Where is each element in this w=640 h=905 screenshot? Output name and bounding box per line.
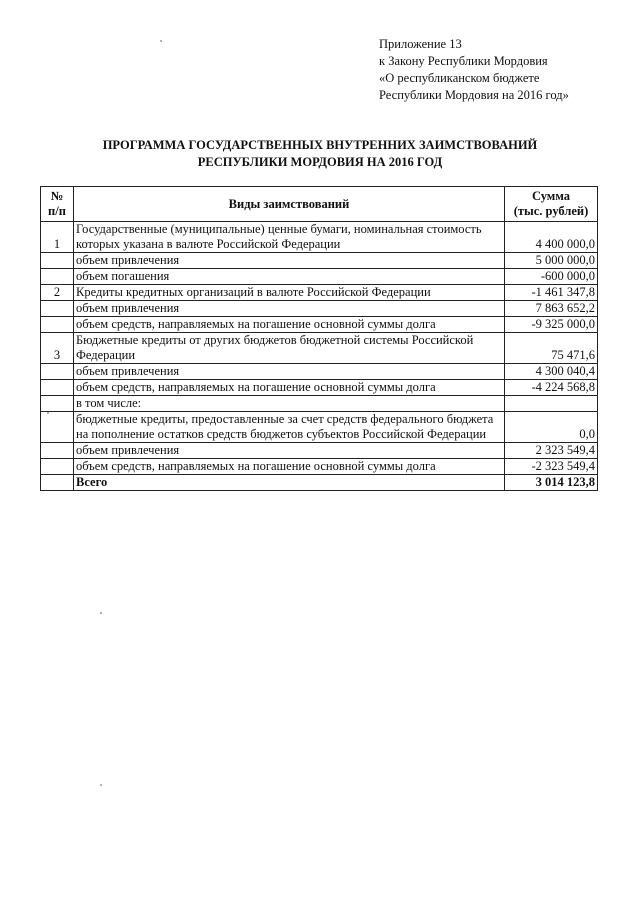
row-amount — [505, 396, 598, 412]
header-number — [41, 187, 74, 222]
row-description: объем средств, направляемых на погашение основной суммы долга — [74, 317, 505, 333]
row-number — [41, 364, 74, 380]
row-description: объем средств, направляемых на погашение основной суммы долга — [74, 380, 505, 396]
table-header-row — [41, 187, 598, 222]
table-row — [41, 285, 598, 301]
total-label: Всего — [74, 475, 505, 491]
total-amount: 3 014 123,8 — [505, 475, 598, 491]
row-amount: 4 400 000,0 — [505, 222, 598, 253]
table-row — [41, 222, 598, 253]
table-row — [41, 333, 598, 364]
row-description: объем привлечения — [74, 253, 505, 269]
row-amount: 4 300 040,4 — [505, 364, 598, 380]
header-sum-line1: Сумма — [532, 189, 570, 203]
row-amount: -9 325 000,0 — [505, 317, 598, 333]
row-description: объем привлечения — [74, 301, 505, 317]
appendix-line: к Закону Республики Мордовия — [379, 54, 548, 68]
appendix-note — [379, 36, 629, 104]
total-number-cell — [41, 475, 74, 491]
row-number: 1 — [41, 222, 74, 253]
row-description: объем средств, направляемых на погашение основной суммы долга — [74, 459, 505, 475]
header-kind: Виды заимствований — [74, 187, 505, 222]
table-row — [41, 269, 598, 285]
header-sum — [505, 187, 598, 222]
row-amount: -4 224 568,8 — [505, 380, 598, 396]
table-row — [41, 253, 598, 269]
row-amount: -1 461 347,8 — [505, 285, 598, 301]
row-number — [41, 253, 74, 269]
row-number — [41, 269, 74, 285]
row-description: Кредиты кредитных организаций в валюте Российской Федерации — [74, 285, 505, 301]
row-description: в том числе: — [74, 396, 505, 412]
document-title — [40, 137, 600, 171]
row-number — [41, 301, 74, 317]
appendix-line: Приложение 13 — [379, 37, 462, 51]
row-description: объем привлечения — [74, 364, 505, 380]
row-amount: -600 000,0 — [505, 269, 598, 285]
borrowing-program-table — [40, 186, 598, 491]
table-row — [41, 443, 598, 459]
title-line-2: РЕСПУБЛИКИ МОРДОВИЯ НА 2016 ГОД — [197, 155, 443, 169]
table-row — [41, 301, 598, 317]
row-number — [41, 396, 74, 412]
title-line-1: ПРОГРАММА ГОСУДАРСТВЕННЫХ ВНУТРЕННИХ ЗАИМСТВОВАНИЙ — [102, 138, 538, 152]
row-description: Бюджетные кредиты от других бюджетов бюджетной системы Российской Федерации — [74, 333, 505, 364]
row-number — [41, 412, 74, 443]
table-row — [41, 380, 598, 396]
row-description: бюджетные кредиты, предоставленные за счет средств федерального бюджета на пополнение остатков средств бюджетов субъектов Российской Федерации — [74, 412, 505, 443]
row-amount: 7 863 652,2 — [505, 301, 598, 317]
row-amount: 75 471,6 — [505, 333, 598, 364]
table-row — [41, 396, 598, 412]
row-amount: 5 000 000,0 — [505, 253, 598, 269]
row-number: 2 — [41, 285, 74, 301]
scan-speck — [47, 412, 49, 414]
row-description: Государственные (муниципальные) ценные бумаги, номинальная стоимость которых указана в валюте Российской Федерации — [74, 222, 505, 253]
row-amount: 0,0 — [505, 412, 598, 443]
table-row — [41, 317, 598, 333]
header-number-line1: № — [50, 189, 64, 203]
table-row — [41, 412, 598, 443]
appendix-line: Республики Мордовия на 2016 год» — [379, 88, 569, 102]
header-sum-line2: (тыс. рублей) — [513, 204, 589, 218]
table-row — [41, 459, 598, 475]
row-number — [41, 459, 74, 475]
scan-speck — [100, 784, 102, 786]
row-description: объем погашения — [74, 269, 505, 285]
row-number — [41, 317, 74, 333]
row-amount: -2 323 549,4 — [505, 459, 598, 475]
row-number — [41, 443, 74, 459]
row-number: 3 — [41, 333, 74, 364]
appendix-line: «О республиканском бюджете — [379, 71, 540, 85]
row-number — [41, 380, 74, 396]
row-description: объем привлечения — [74, 443, 505, 459]
scan-speck — [100, 612, 102, 614]
total-row — [41, 475, 598, 491]
row-amount: 2 323 549,4 — [505, 443, 598, 459]
header-number-line2: п/п — [48, 204, 66, 218]
table-row — [41, 364, 598, 380]
scan-speck — [160, 40, 162, 42]
